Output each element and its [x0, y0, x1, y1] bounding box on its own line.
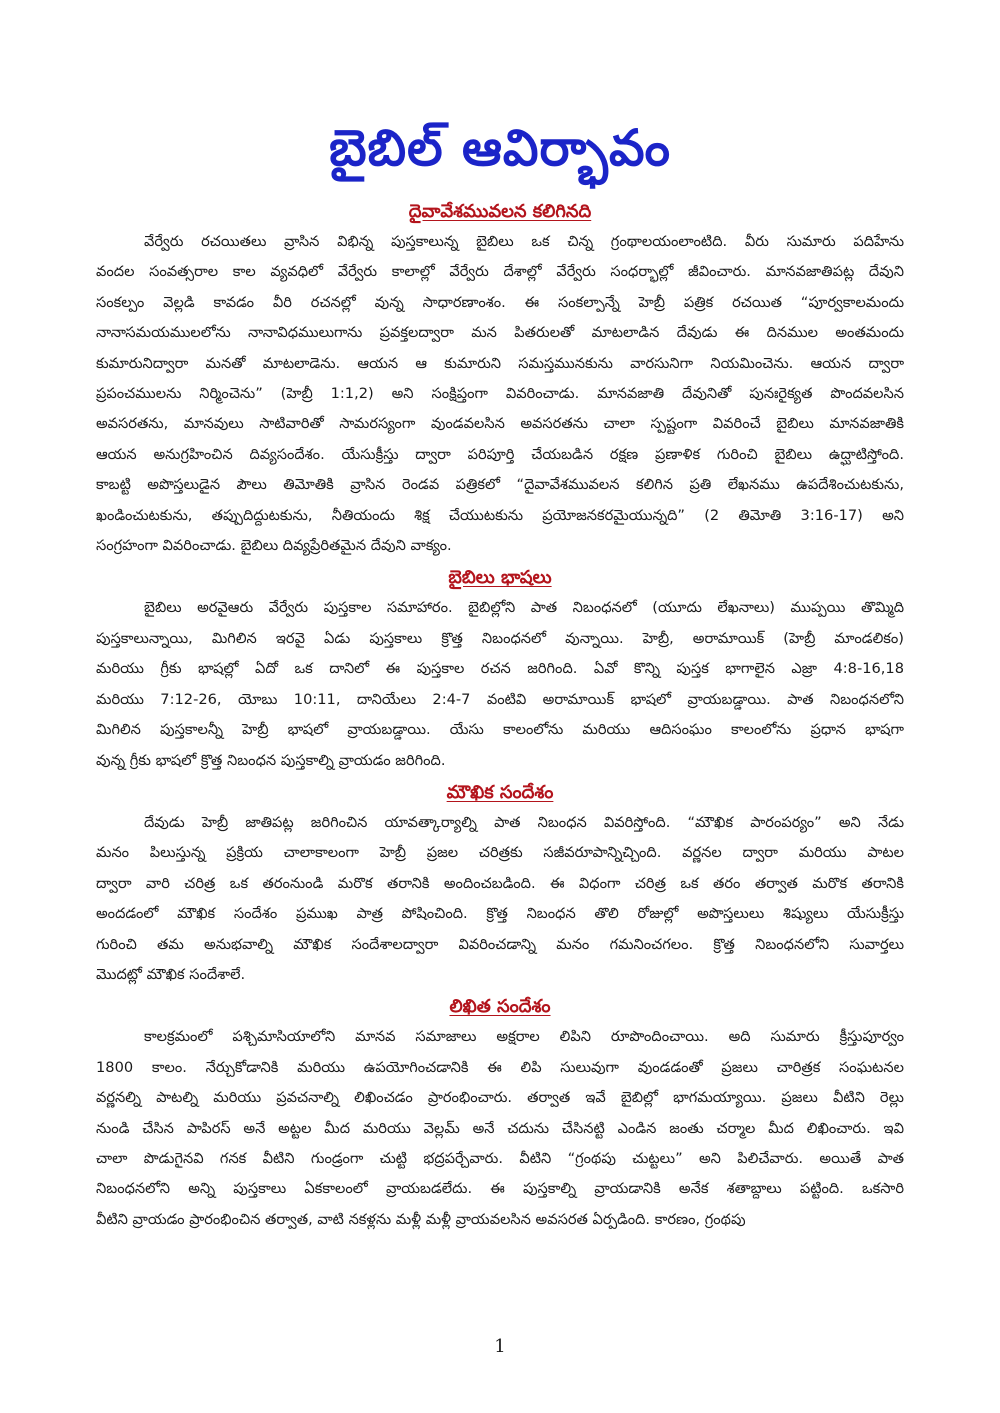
text-line: కాలక్రమంలో పశ్చిమాసియాలోని మానవ సమాజాలు అక్షరాల లిపిని రూపొందించాయి. అది సుమారు క్రీస్తుపూర్వం	[144, 1028, 904, 1046]
text-line: బైబిలు అరవైఆరు వేర్వేరు పుస్తకాల సమాహారం. బైబిల్లోని పాత నిబంధనలో (యూదు లేఖనాలు) ముప్పయి తొమ్మిది	[144, 599, 904, 617]
paragraph	[96, 227, 904, 561]
section-heading: మౌఖిక సందేశం	[446, 781, 554, 803]
page-title: బైబిల్ ఆవిర్భావం	[329, 119, 671, 177]
text-line: వేర్వేరు రచయితలు వ్రాసిన విభిన్న పుస్తకాలున్న బైబిలు ఒక చిన్న గ్రంథాలయంలాంటిది. వీరు సుమారు పదిహేను	[144, 233, 904, 250]
text-line: సంగ్రహంగా వివరించాడు. బైబిలు దివ్యప్రేరితమైన దేవుని వాక్యం.	[96, 537, 452, 555]
section-heading: బైబిలు భాషలు	[448, 567, 552, 589]
text-line: చాలా పొడుగైనవి గనక వీటిని గుండ్రంగా చుట్టి భద్రపర్చేవారు. వీటిని “గ్రంథపు చుట్టలు” అని పిలిచేవారు. అయితే పాత	[96, 1149, 904, 1167]
paragraph	[96, 808, 904, 990]
document-body	[96, 197, 904, 1235]
section-heading: లిఖిత సందేశం	[449, 996, 551, 1018]
section-heading: దైవావేశమువలన కలిగినది	[408, 201, 592, 222]
paragraph	[96, 1022, 904, 1235]
text-line: కుమారునిద్వారా మనతో మాటలాడెను. ఆయన ఆ కుమారుని సమస్తమునకును వారసునిగా నియమించెను. ఆయన ద్వారా	[96, 354, 904, 372]
text-line: ఖండించుటకును, తప్పుదిద్దుటకును, నీతియందు శిక్ష చేయుటకును ప్రయోజనకరమైయున్నది” (2 తిమోతి 3:16-17) అని	[96, 506, 904, 524]
text-line: మనం పిలుస్తున్న ప్రక్రియ చాలాకాలంగా హెబ్రీ ప్రజల చరిత్రకు సజీవరూపాన్నిచ్చింది. వర్ణనల ద్వారా మరియు పాటల	[96, 844, 904, 862]
text-line: మిగిలిన పుస్తకాలన్నీ హెబ్రీ భాషలో వ్రాయబడ్డాయి. యేసు కాలంలోను మరియు ఆదిసంఘం కాలంలోను ప్రధాన భాషగా	[96, 721, 904, 739]
text-line: పుస్తకాలున్నాయి, మిగిలిన ఇరవై ఏడు పుస్తకాలు క్రొత్త నిబంధనలో వున్నాయి. హెబ్రీ, అరామాయిక్ (హెబ్రీ మాండలికం)	[96, 629, 904, 647]
text-line: దేవుడు హెబ్రీ జాతిపట్ల జరిగించిన యావత్కార్యాల్ని పాత నిబంధన వివరిస్తోంది. “మౌఖిక పారంపర్యం” అని నేడు	[144, 813, 904, 831]
text-line: ప్రపంచములను నిర్మించెను” (హెబ్రీ 1:1,2) అని సంక్షిప్తంగా వివరించాడు. మానవజాతి దేవునితో పునఃరైక్యత పొందవలసిన	[96, 385, 904, 403]
text-line: వున్న గ్రీకు భాషలో క్రొత్త నిబంధన పుస్తకాల్ని వ్రాయడం జరిగింది.	[96, 751, 446, 769]
text-line: ఆయన అనుగ్రహించిన దివ్యసందేశం. యేసుక్రీస్తు ద్వారా పరిపూర్తి చేయబడిన రక్షణ ప్రణాళిక గురించి బైబిలు ఉద్ఘాటిస్తోంది.	[96, 445, 904, 463]
text-line: కాబట్టి అపొస్తలుడైన పౌలు తిమోతికి వ్రాసిన రెండవ పత్రికలో “దైవావేశమువలన కలిగిన ప్రతి లేఖనము ఉపదేశించుటకును,	[96, 476, 904, 494]
text-line: 1800 కాలం. నేర్చుకోడానికి మరియు ఉపయోగించడానికి ఈ లిపి సులువుగా వుండడంతో ప్రజలు చారిత్రక సంఘటనల	[96, 1058, 904, 1076]
paragraph	[96, 593, 904, 775]
text-line: నుండి చేసిన పాపిరస్ అనే అట్టల మీద మరియు వెల్లమ్ అనే చదును చేసినట్టి ఎండిన జంతు చర్మాల మీద లిఖించారు. ఇవి	[96, 1119, 904, 1137]
text-line: నానాసమయములలోను నానావిధములుగాను ప్రవక్తలద్వారా మన పితరులతో మాటలాడిన దేవుడు ఈ దినముల అంతమందు	[96, 324, 904, 342]
text-line: నిబంధనలోని అన్ని పుస్తకాలు ఏకకాలంలో వ్రాయబడలేదు. ఈ పుస్తకాల్ని వ్రాయడానికి అనేక శతాబ్దాలు పట్టింది. ఒకసారి	[96, 1180, 904, 1198]
text-line: మరియు గ్రీకు భాషల్లో ఏదో ఒక దానిలో ఈ పుస్తకాల రచన జరిగింది. ఏవో కొన్ని పుస్తక భాగాలైన ఎజ్రా 4:8-16,18	[96, 660, 904, 678]
text-line: సంకల్పం వెల్లడి కావడం వీరి రచనల్లో వున్న సాధారణాంశం. ఈ సంకల్పాన్నే హెబ్రీ పత్రిక రచయిత “పూర్వకాలమందు	[96, 293, 904, 311]
text-line: అందడంలో మౌఖిక సందేశం ప్రముఖ పాత్ర పోషించింది. క్రొత్త నిబంధన తొలి రోజుల్లో అపొస్తలులు శిష్యులు యేసుక్రీస్తు	[96, 905, 904, 923]
text-line: ద్వారా వారి చరిత్ర ఒక తరంనుండి మరొక తరానికి అందించబడింది. ఈ విధంగా చరిత్ర ఒక తరం తర్వాత మరొక తరానికి	[96, 874, 904, 892]
text-line: అవసరతను, మానవులు సాటివారితో సామరస్యంగా వుండవలసిన అవసరతను చాలా స్పష్టంగా వివరించే బైబిలు మానవజాతికి	[96, 415, 904, 433]
text-line: వర్ణనల్ని పాటల్ని మరియు ప్రవచనాల్ని లిఖించడం ప్రారంభించారు. తర్వాత ఇవే బైబిల్లో భాగమయ్యాయి. ప్రజలు వీటిని రెల్లు	[96, 1089, 904, 1107]
text-line: మరియు 7:12-26, యోబు 10:11, దానియేలు 2:4-7 వంటివి అరామాయిక్ భాషలో వ్రాయబడ్డాయి. పాత నిబంధనలోని	[96, 690, 904, 708]
text-line: మొదట్లో మౌఖిక సందేశాలే.	[96, 965, 246, 983]
text-line: వీటిని వ్రాయడం ప్రారంభించిన తర్వాత, వాటి నకళ్లను మళ్లీ మళ్లీ వ్రాయవలసిన అవసరత ఏర్పడింది. కారణం, గ్రంథపు	[96, 1210, 746, 1228]
text-line: వందల సంవత్సరాల కాల వ్యవధిలో వేర్వేరు కాలాల్లో వేర్వేరు దేశాల్లో వేర్వేరు సంధర్భాల్లో జీవించారు. మానవజాతిపట్ల దేవుని	[96, 263, 904, 281]
page-number: 1	[494, 1336, 506, 1357]
text-line: గురించి తమ అనుభవాల్ని మౌఖిక సందేశాలద్వారా వివరించడాన్ని మనం గమనించగలం. క్రొత్త నిబంధనలోని సువార్తలు	[96, 935, 904, 953]
